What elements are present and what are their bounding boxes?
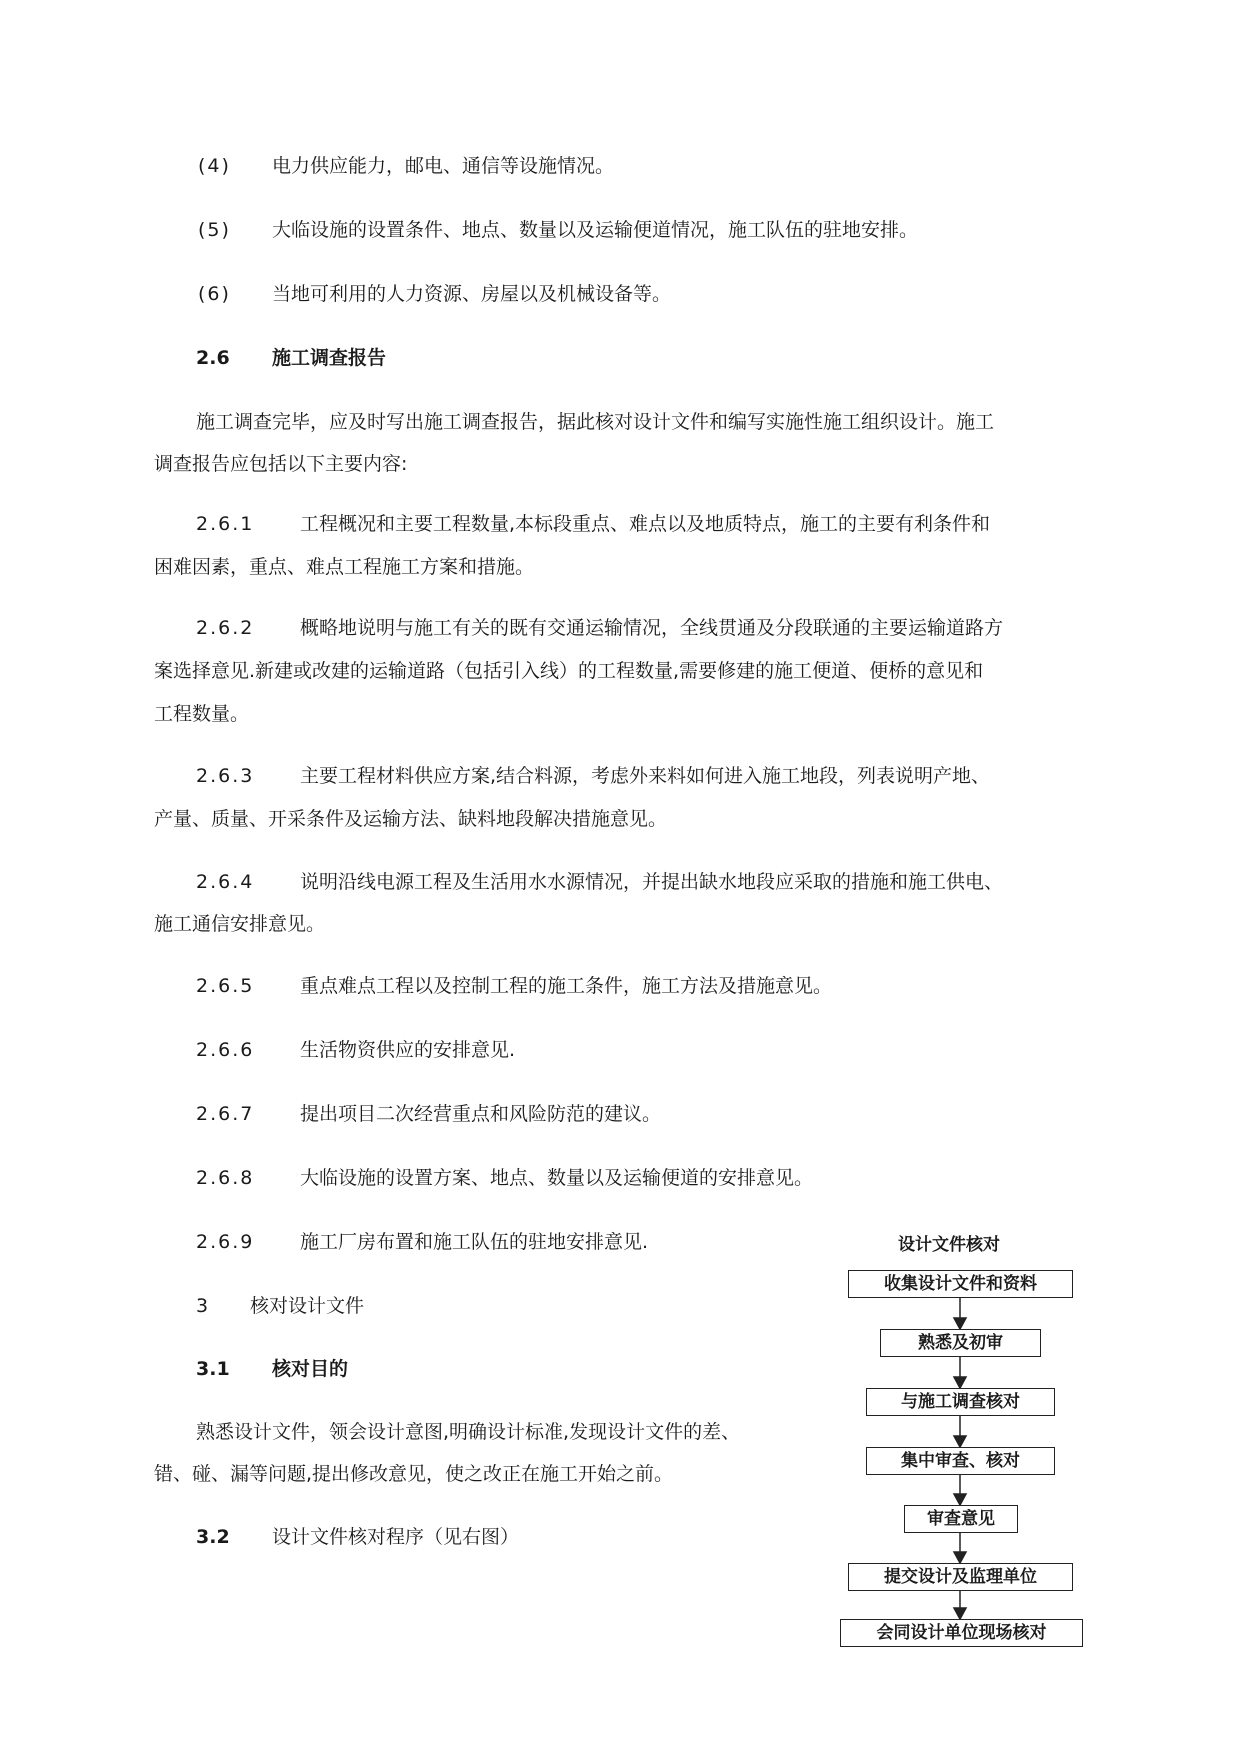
item-6-text: 当地可利用的人力资源、房屋以及机械设备等。: [272, 283, 672, 305]
sub-item-2-6-5-number: 2.6.5: [196, 975, 255, 997]
sub-item-2-6-9-text: 施工厂房布置和施工队伍的驻地安排意见.: [300, 1231, 649, 1253]
sub-item-2-6-8-number: 2.6.8: [196, 1167, 255, 1189]
section-3-title: 核对设计文件: [250, 1295, 365, 1317]
item-4-text: 电力供应能力，邮电、通信等设施情况。: [272, 155, 615, 177]
flowchart-step-submit: 提交设计及监理单位: [848, 1563, 1073, 1591]
sub-item-2-6-1-number: 2.6.1: [196, 513, 255, 535]
sub-item-2-6-1-line-1: 工程概况和主要工程数量,本标段重点、难点以及地质特点，施工的主要有利条件和: [300, 513, 991, 535]
flowchart-step-survey-check: 与施工调查核对: [866, 1388, 1055, 1416]
purpose-line-2: 错、碰、漏等问题,提出修改意见，使之改正在施工开始之前。: [154, 1463, 674, 1485]
item-5-text: 大临设施的设置条件、地点、数量以及运输便道情况，施工队伍的驻地安排。: [272, 219, 919, 241]
item-4-number: (4): [198, 155, 231, 177]
sub-item-2-6-7-text: 提出项目二次经营重点和风险防范的建议。: [300, 1103, 662, 1125]
sub-item-2-6-4-number: 2.6.4: [196, 871, 255, 893]
sub-item-2-6-8-text: 大临设施的设置方案、地点、数量以及运输便道的安排意见。: [300, 1167, 814, 1189]
sub-item-2-6-2-number: 2.6.2: [196, 617, 255, 639]
sub-item-2-6-2-line-2: 案选择意见.新建或改建的运输道路（包括引入线）的工程数量,需要修建的施工便道、便桥的意见和: [154, 660, 984, 682]
sub-item-2-6-2-line-3: 工程数量。: [154, 703, 250, 725]
section-3-2-title: 设计文件核对程序（见右图）: [272, 1526, 520, 1548]
section-3-1-number: 3.1: [196, 1358, 230, 1380]
intro-line-2: 调查报告应包括以下主要内容:: [154, 453, 408, 475]
flowchart-step-onsite-check: 会同设计单位现场核对: [840, 1619, 1083, 1647]
sub-item-2-6-3-line-2: 产量、质量、开采条件及运输方法、缺料地段解决措施意见。: [154, 808, 668, 830]
section-2-6-number: 2.6: [196, 347, 230, 369]
flowchart-title: 设计文件核对: [898, 1235, 1000, 1255]
sub-item-2-6-9-number: 2.6.9: [196, 1231, 255, 1253]
sub-item-2-6-4-line-1: 说明沿线电源工程及生活用水水源情况，并提出缺水地段应采取的措施和施工供电、: [300, 871, 1004, 893]
section-3-2-number: 3.2: [196, 1526, 230, 1548]
sub-item-2-6-1-line-2: 困难因素，重点、难点工程施工方案和措施。: [154, 556, 535, 578]
flowchart-step-opinion: 审查意见: [904, 1505, 1018, 1533]
purpose-line-1: 熟悉设计文件，领会设计意图,明确设计标准,发现设计文件的差、: [196, 1421, 741, 1443]
sub-item-2-6-3-line-1: 主要工程材料供应方案,结合料源，考虑外来料如何进入施工地段，列表说明产地、: [300, 765, 991, 787]
item-6-number: (6): [198, 283, 231, 305]
sub-item-2-6-2-line-1: 概略地说明与施工有关的既有交通运输情况，全线贯通及分段联通的主要运输道路方: [300, 617, 1004, 639]
flowchart-step-collect: 收集设计文件和资料: [848, 1270, 1073, 1298]
flowchart-step-review: 熟悉及初审: [880, 1329, 1041, 1357]
sub-item-2-6-6-number: 2.6.6: [196, 1039, 255, 1061]
sub-item-2-6-4-line-2: 施工通信安排意见。: [154, 913, 326, 935]
section-2-6-title: 施工调查报告: [272, 347, 387, 369]
sub-item-2-6-6-text: 生活物资供应的安排意见.: [300, 1039, 516, 1061]
section-3-1-title: 核对目的: [272, 1358, 349, 1380]
item-5-number: (5): [198, 219, 231, 241]
flowchart-step-central-review: 集中审查、核对: [866, 1447, 1055, 1475]
section-3-number: 3: [196, 1295, 209, 1317]
sub-item-2-6-3-number: 2.6.3: [196, 765, 255, 787]
intro-line-1: 施工调查完毕，应及时写出施工调查报告，据此核对设计文件和编写实施性施工组织设计。施工: [196, 411, 995, 433]
sub-item-2-6-7-number: 2.6.7: [196, 1103, 255, 1125]
sub-item-2-6-5-text: 重点难点工程以及控制工程的施工条件，施工方法及措施意见。: [300, 975, 833, 997]
